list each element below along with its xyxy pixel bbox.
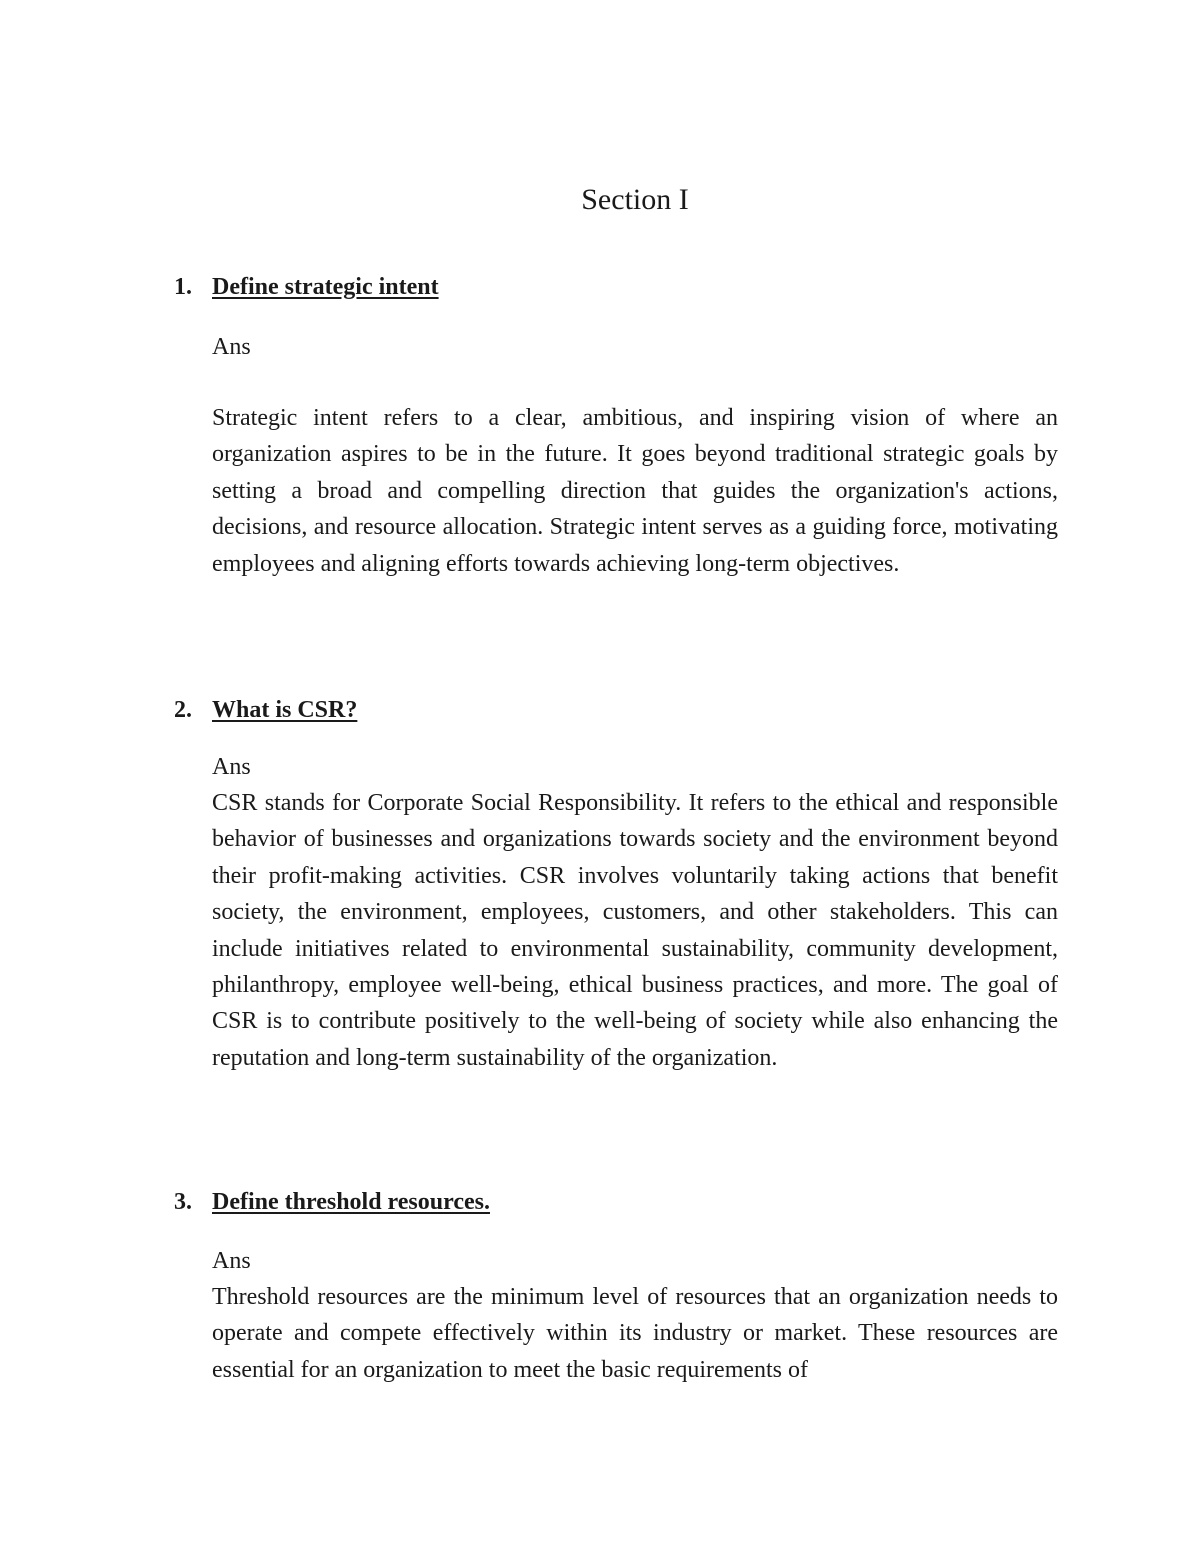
question-3-heading	[174, 1184, 1064, 1220]
answer-paragraph: Threshold resources are the minimum level of resources that an organization needs to operate and compete effectively within its industry or market. These resources are essential for an organization to meet the basic requirements of	[212, 1284, 1058, 1383]
question-1-heading	[174, 269, 1064, 305]
answer-label: Ans	[212, 334, 251, 360]
question-2-heading	[174, 692, 1064, 728]
question-number: 2.	[174, 697, 192, 723]
question-title: Define threshold resources.	[212, 1189, 490, 1215]
question-title: What is CSR?	[212, 697, 358, 723]
question-number: 3.	[174, 1189, 192, 1215]
section-title: Section I	[581, 183, 689, 216]
answer-paragraph: CSR stands for Corporate Social Responsibility. It refers to the ethical and responsible behavior of businesses and organizations towards society and the environment beyond their profit-making activities. CSR involves voluntarily taking actions that benefit society, the environment, employees, customers, and other stakeholders. This can include initiatives related to environmental sustainability, community development, philanthropy, employee well-being, ethical business practices, and more. The goal of CSR is to contribute positively to the well-being of society while also enhancing the reputation and long-term sustainability of the organization.	[212, 790, 1058, 1071]
answer-label: Ans	[212, 754, 251, 780]
answer-label: Ans	[212, 1248, 251, 1274]
question-title: Define strategic intent	[212, 274, 439, 300]
question-number: 1.	[174, 274, 192, 300]
answer-paragraph: Strategic intent refers to a clear, ambitious, and inspiring vision of where an organization aspires to be in the future. It goes beyond traditional strategic goals by setting a broad and compelling direction that guides the organization's actions, decisions, and resource allocation. Strategic intent serves as a guiding force, motivating employees and aligning efforts towards achieving long-term objectives.	[212, 405, 1058, 577]
